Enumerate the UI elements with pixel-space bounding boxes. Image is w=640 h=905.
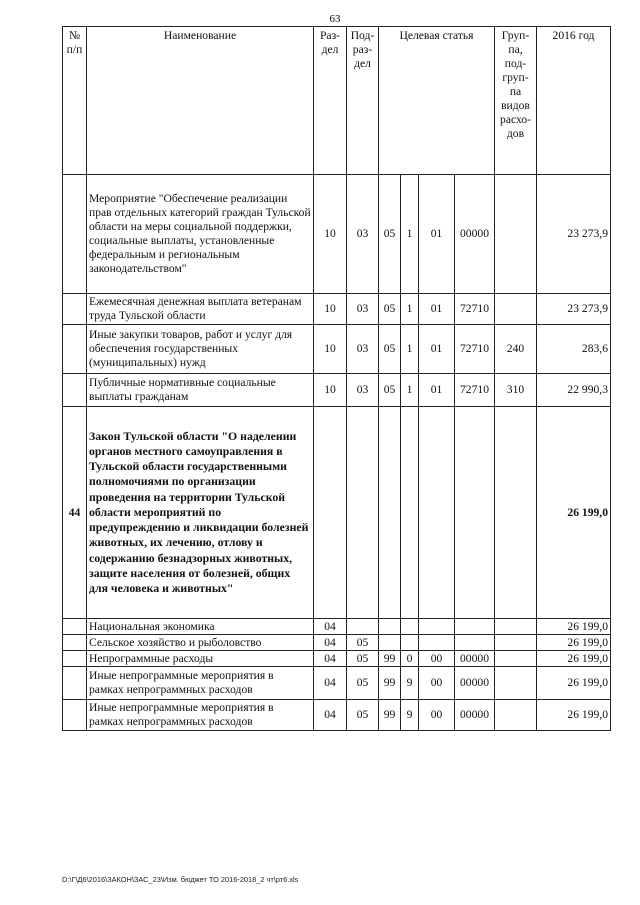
header-gruppa: Груп-па, под-груп-па видов расхо-дов	[495, 27, 537, 175]
table-row: 44 Закон Тульской области "О наделении органов местного самоуправления в Тульской области государственными полномочиями по организации проведения на территории Тульской области мероприятий по предупреждению и ликвидации болезней животных, их лечению, отлову и содержанию безнадзорных животных, защите населения от болезней, общих для человека и животных" 26 199,0	[63, 407, 611, 619]
header-num: № п/п	[63, 27, 87, 175]
header-row	[63, 27, 611, 175]
table-row: Сельское хозяйство и рыболовство 04 05 26 199,0	[63, 635, 611, 651]
header-year: 2016 год	[537, 27, 611, 175]
table-row: Публичные нормативные социальные выплаты гражданам 10 03 05 1 01 72710 310 22 990,3	[63, 374, 611, 407]
header-name: Наименование	[87, 27, 314, 175]
budget-table	[62, 26, 611, 731]
table-row: Иные закупки товаров, работ и услуг для обеспечения государственных (муниципальных) нужд 10 03 05 1 01 72710 240 283,6	[63, 325, 611, 374]
table-row: Иные непрограммные мероприятия в рамках непрограммных расходов 04 05 99 9 00 00000 26 199,0	[63, 700, 611, 731]
table-row: Национальная экономика 04 26 199,0	[63, 619, 611, 635]
header-razdel: Раз-дел	[314, 27, 347, 175]
table-row: Ежемесячная денежная выплата ветеранам труда Тульской области 10 03 05 1 01 72710 23 273,9	[63, 294, 611, 325]
header-podrazdel: Под-раз-дел	[347, 27, 379, 175]
table-row: Иные непрограммные мероприятия в рамках непрограммных расходов 04 05 99 9 00 00000 26 199,0	[63, 667, 611, 700]
header-celevaya: Целевая статья	[379, 27, 495, 175]
table-row: Мероприятие "Обеспечение реализации прав отдельных категорий граждан Тульской области на меры социальной поддержки, социальные выплаты, установленные федеральным и региональным законодательством" 10 03 05 1 01 00000 23 273,9	[63, 175, 611, 294]
page-number: 63	[329, 13, 341, 25]
table-row: Непрограммные расходы 04 05 99 0 00 00000 26 199,0	[63, 651, 611, 667]
file-path-footer: D:\Г\Д6\2016\ЗАКОН\ЗАС_23\Изм. бюджет ТО 2016-2018_2 чт\рт6.xls	[62, 875, 299, 884]
